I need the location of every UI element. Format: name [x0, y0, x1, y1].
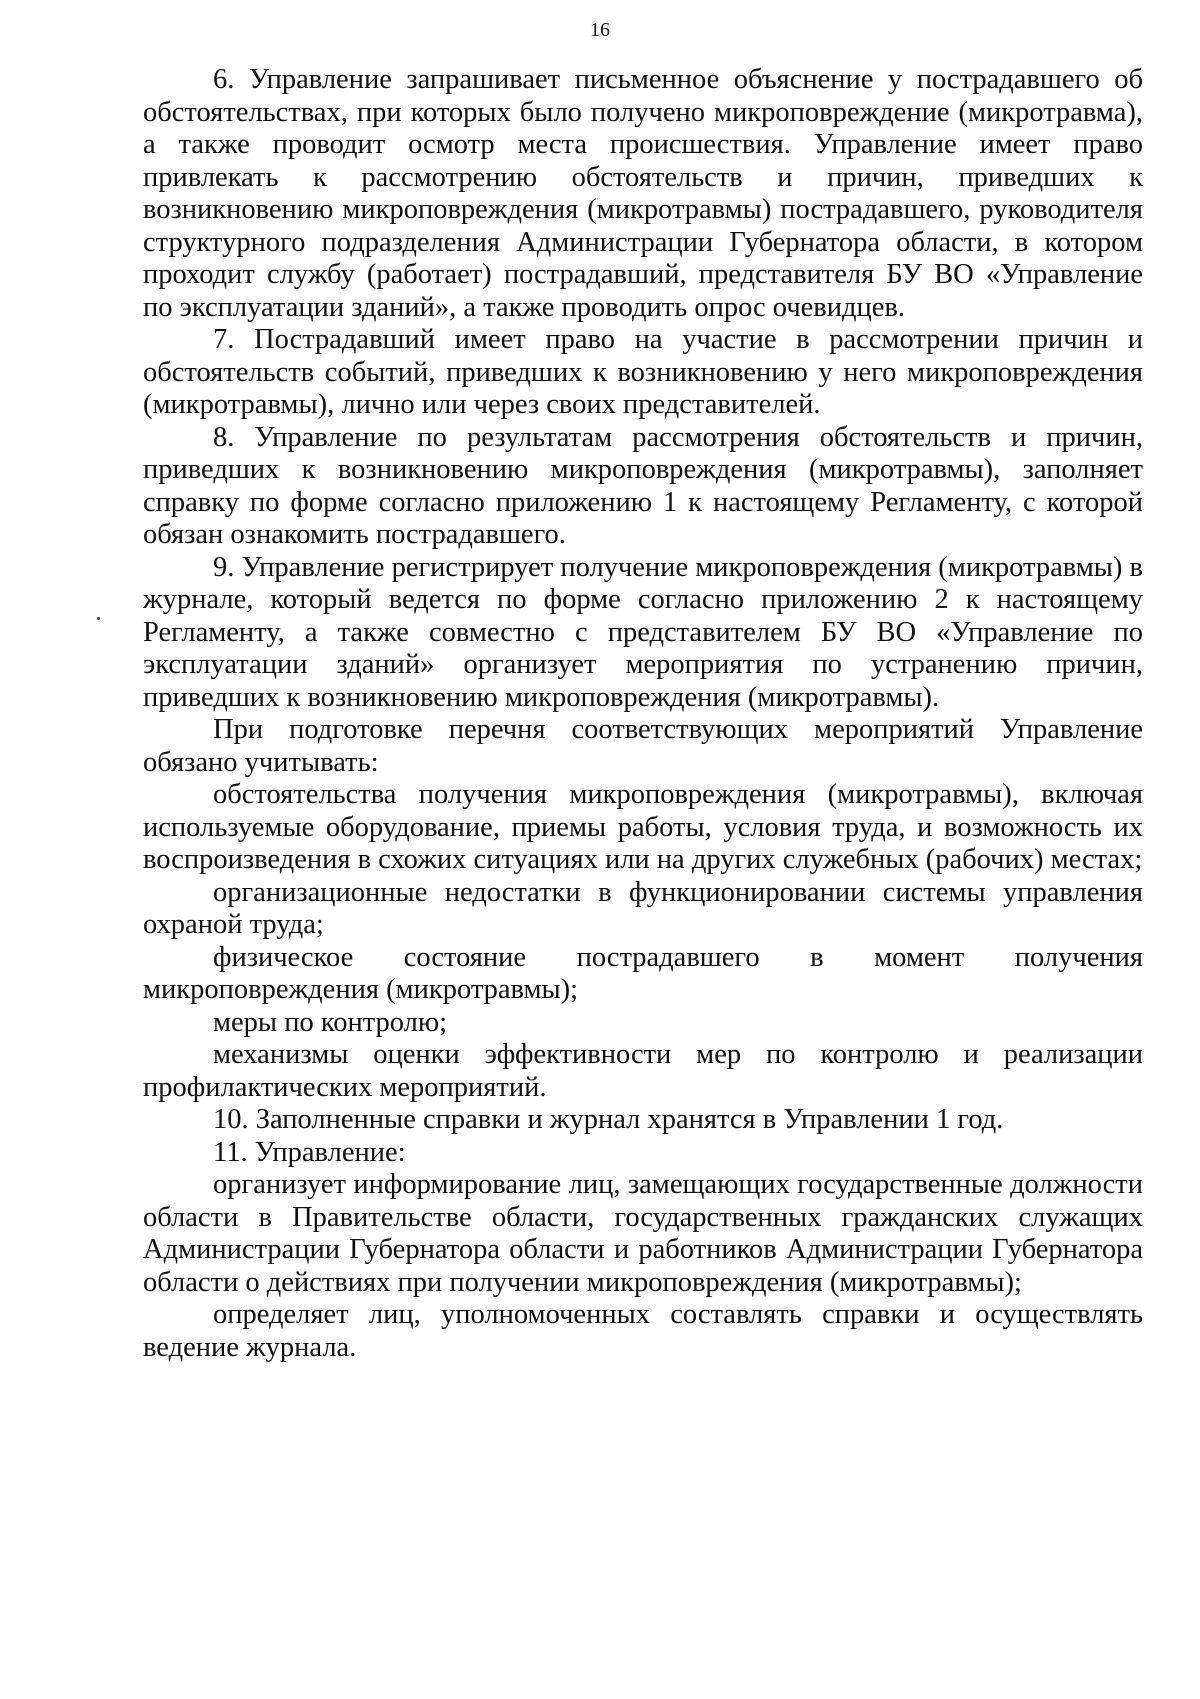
scan-artifact-dot	[97, 617, 100, 620]
paragraph-item-9: 9. Управление регистрирует получение микроповреждения (микротравмы) в журнале, который ведется по форме согласно приложению 2 к настоящему Регламенту, а также совместно с представителем БУ ВО «Управление по эксплуатации зданий» организует мероприятия по устранению причин, приведших к возникновению микроповреждения (микротравмы).	[143, 551, 1143, 713]
paragraph-measure-organizational: организационные недостатки в функционировании системы управления охраной труда;	[143, 876, 1143, 940]
document-body	[143, 64, 1143, 1364]
paragraph-measure-control: меры по контролю;	[213, 1006, 448, 1038]
paragraph-item-11: 11. Управление:	[213, 1136, 406, 1168]
paragraph-item-8: 8. Управление по результатам рассмотрения обстоятельств и причин, приведших к возникновению микроповреждения (микротравмы), заполняет справку по форме согласно приложению 1 к настоящему Регламенту, с которой обязан ознакомить пострадавшего.	[143, 421, 1143, 550]
paragraph-item-11-inform: организует информирование лиц, замещающих государственные должности области в Правительстве области, государственных гражданских служащих Администрации Губернатора области и работников Администрации Губернатора области о действиях при получении микроповреждения (микротравмы);	[143, 1169, 1143, 1298]
page-number: 16	[590, 19, 610, 41]
paragraph-measure-evaluation: механизмы оценки эффективности мер по контролю и реализации профилактических мероприятий.	[143, 1039, 1143, 1103]
paragraph-measures-intro: При подготовке перечня соответствующих мероприятий Управление обязано учитывать:	[143, 714, 1143, 778]
paragraph-item-11-authorize: определяет лиц, уполномоченных составлять справки и осуществлять ведение журнала.	[143, 1299, 1143, 1363]
paragraph-item-7: 7. Пострадавший имеет право на участие в рассмотрении причин и обстоятельств событий, приведших к возникновению у него микроповреждения (микротравмы), лично или через своих представителей.	[143, 324, 1143, 420]
paragraph-item-10: 10. Заполненные справки и журнал хранятся в Управлении 1 год.	[213, 1104, 1004, 1135]
paragraph-measure-circumstances: обстоятельства получения микроповреждения (микротравмы), включая используемые оборудование, приемы работы, условия труда, и возможность их воспроизведения в схожих ситуациях или на других служебных (рабочих) местах;	[143, 779, 1143, 875]
paragraph-measure-physical-state: физическое состояние пострадавшего в момент получения микроповреждения (микротравмы);	[143, 941, 1143, 1005]
paragraph-item-6: 6. Управление запрашивает письменное объяснение у пострадавшего об обстоятельствах, при которых было получено микроповреждение (микротравма), а также проводит осмотр места происшествия. Управление имеет право привлекать к рассмотрению обстоятельств и причин, приведших к возникновению микроповреждения (микротравмы) пострадавшего, руководителя структурного подразделения Администрации Губернатора области, в котором проходит службу (работает) пострадавший, представителя БУ ВО «Управление по эксплуатации зданий», а также проводить опрос очевидцев.	[143, 64, 1143, 323]
